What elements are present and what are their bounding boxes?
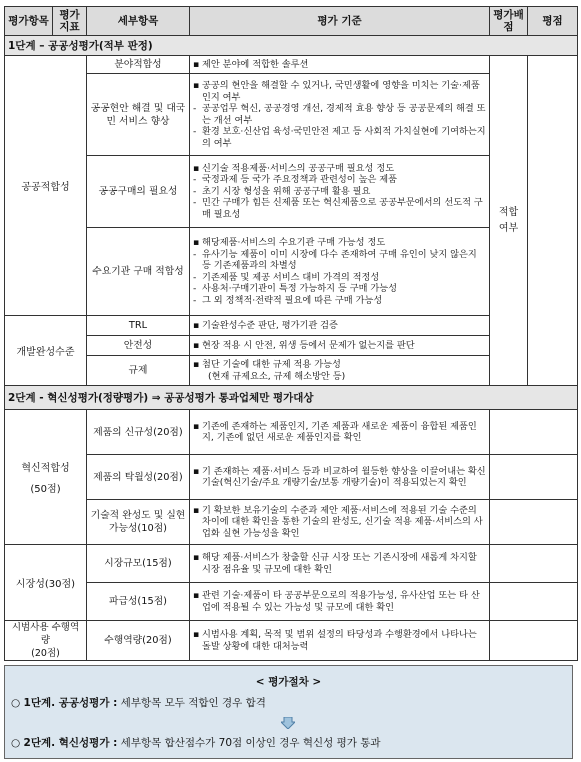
criteria-line: - 사용처·구매기관이 특정 가능하지 등 구매 가능성 — [193, 283, 398, 294]
criteria-line: - 기존제품 및 제공 서비스 대비 가격의 적정성 — [193, 271, 380, 283]
criteria-line: ▪ 관련 기술·제품이 타 공공부문으로의 적용가능성, 유사산업 또는 타 산업에 적용될 수 있는 가능성 및 규모에 대한 확인 — [193, 590, 480, 613]
item-name: 공공구매의 필요성 — [87, 156, 190, 228]
down-arrow-icon — [281, 717, 295, 729]
header-item: 세부항목 — [87, 7, 190, 36]
criteria-line: - 유사기능 제품이 이미 시장에 다수 존재하여 구매 유인이 낮지 않은지 등 기존제품과의 차별성 — [193, 248, 477, 271]
procedure-step2 — [11, 735, 381, 750]
item-name: 파급성(15점) — [87, 583, 190, 621]
criteria-line: ▪ 해당제품·서비스의 수요기관 구매 가능성 정도 — [193, 237, 386, 248]
item-name: 규제 — [87, 356, 190, 386]
pass-fail-cell — [490, 56, 528, 386]
header-area: 평가항목 — [5, 7, 53, 36]
procedure-title: < 평가절차 > — [255, 676, 322, 688]
item-name: 분야적합성 — [87, 56, 190, 74]
evaluation-procedure-box — [4, 665, 573, 759]
criteria-cell — [190, 74, 490, 156]
table-row — [5, 455, 578, 500]
criteria-line: ▪ 기 존재하는 제품·서비스 등과 비교하여 월등한 향상을 이끌어내는 확신기술(혁신기술/주요 개량기술/보통 개량기술)이 적용되었는지 확인 — [193, 465, 486, 488]
criteria-line: ▪ 시범사용 계획, 목적 및 범위 설정의 타당성과 수행환경에서 나타나는 돌발 상황에 대한 대처능력 — [193, 629, 477, 652]
area-public-fitness: 공공적합성 — [5, 56, 87, 316]
criteria-line: ▪ 공공의 현안을 해결할 수 있거나, 국민생활에 영향을 미치는 기술·제품인지 여부 — [193, 80, 480, 103]
score-cell[interactable] — [490, 455, 578, 500]
criteria-line: ▪ 기존에 존재하는 제품인지, 기존 제품과 새로운 제품이 융합된 제품인지, 기존에 없던 새로운 제품인지를 확인 — [193, 420, 477, 443]
criteria-line: ▪ 첨단 기술에 대한 규제 적용 가능성 — [193, 359, 341, 370]
stage1-row — [5, 36, 578, 56]
item-name: 공공현안 해결 및 대국민 서비스 향상 — [87, 74, 190, 156]
criteria-line: - 환경 보호·신산업 육성·국민안전 제고 등 사회적 가치실현에 기여하는지의 여부 — [193, 126, 486, 149]
stage2-title: 2단계 - 혁신성평가(정량평가) ⇒ 공공성평가 통과업체만 평가대상 — [5, 386, 578, 410]
criteria-line: ▪ 기술완성수준 판단, 평가기관 검증 — [193, 319, 338, 331]
criteria-line: ▪ 기 확보한 보유기술의 수준과 제안 제품·서비스에 적용된 기술 수준의 차이에 대한 확인을 통한 기술의 완성도, 신기술 적용 제품·서비스의 사업화 실현 가능성을 확인 — [193, 504, 483, 539]
score-cell-stage1[interactable] — [528, 56, 578, 386]
criteria-line: ▪ 해당 제품·서비스가 창출할 신규 시장 또는 기존시장에 새롭게 차지할 시장 점유율 및 규모에 대한 확인 — [193, 552, 477, 575]
criteria-cell — [190, 336, 490, 356]
step2-label: 2단계. 혁신성평가 : — [23, 737, 118, 749]
header-indicator: 평가지표 — [53, 7, 87, 36]
criteria-line: (현재 규제요소, 규제 해소방안 등) — [208, 370, 346, 382]
evaluation-table — [4, 6, 578, 661]
table-row — [5, 500, 578, 545]
table-row — [5, 545, 578, 583]
criteria-cell — [190, 583, 490, 621]
criteria-line: ▪ 제안 분야에 적합한 솔루션 — [193, 58, 309, 70]
criteria-line: - 초기 시장 형성을 위해 공공구매 활용 필요 — [193, 185, 371, 197]
area-marketability: 시장성(30점) — [5, 545, 87, 621]
item-name: 시장규모(15점) — [87, 545, 190, 583]
criteria-line: ▪ 신기술 적용제품·서비스의 공공구매 필요성 정도 — [193, 162, 395, 174]
table-row — [5, 410, 578, 455]
score-cell[interactable] — [490, 545, 578, 583]
criteria-line: - 공공업무 혁신, 공공경영 개선, 경제적 효용 향상 등 공공문제의 해결 또는 개선 여부 — [193, 103, 486, 126]
criteria-line: - 국정과제 등 국가 주요정책과 관련성이 높은 제품 — [193, 174, 398, 186]
criteria-cell — [190, 56, 490, 74]
criteria-line: ▪ 현장 적용 시 안전, 위생 등에서 문제가 없는지를 판단 — [193, 339, 415, 351]
score-cell[interactable] — [490, 583, 578, 621]
item-name: 기술적 완성도 및 실현가능성(10점) — [87, 500, 190, 545]
table-row — [5, 583, 578, 621]
item-name: 수요기관 구매 적합성 — [87, 228, 190, 316]
criteria-cell — [190, 500, 490, 545]
header-criteria: 평가 기준 — [190, 7, 490, 36]
score-cell[interactable] — [490, 621, 578, 661]
step2-marker: ○ — [11, 737, 21, 749]
step1-marker: ○ — [11, 697, 21, 709]
area-pilot-name: 시범사용 수행역량 — [11, 622, 80, 646]
criteria-line: - 민간 구매가 힘든 신제품 또는 혁신제품으로 공공부문에서의 선도적 구매 필요성 — [193, 197, 483, 220]
criteria-cell — [190, 621, 490, 661]
criteria-cell — [190, 156, 490, 228]
area-pilot-points: (20점) — [31, 648, 60, 659]
area-innovation-name: 혁신적합성 — [21, 463, 70, 474]
header-allocation: 평가배점 — [490, 7, 528, 36]
item-name: 제품의 신규성(20점) — [87, 410, 190, 455]
score-cell[interactable] — [490, 500, 578, 545]
stage2-row — [5, 386, 578, 410]
criteria-cell — [190, 545, 490, 583]
criteria-cell — [190, 228, 490, 316]
area-innovation-points: (50점) — [30, 484, 61, 495]
pass-fail-label: 적합여부 — [498, 206, 519, 234]
area-innovation — [5, 410, 87, 545]
criteria-line: - 그 외 정책적·전략적 필요에 따른 구매 가능성 — [193, 294, 383, 306]
area-development-level: 개발완성수준 — [5, 316, 87, 386]
item-name: 제품의 탁월성(20점) — [87, 455, 190, 500]
item-name: 수행역량(20점) — [87, 621, 190, 661]
table-row — [5, 621, 578, 661]
item-name: TRL — [87, 316, 190, 336]
table-header-row — [5, 7, 578, 36]
criteria-cell — [190, 356, 490, 386]
stage1-title: 1단계 – 공공성평가(적부 판정) — [5, 36, 578, 56]
table-row — [5, 56, 578, 74]
step1-text: 세부항목 모두 적합인 경우 합격 — [120, 697, 266, 709]
item-name: 안전성 — [87, 336, 190, 356]
header-score: 평점 — [528, 7, 578, 36]
criteria-cell — [190, 455, 490, 500]
step1-label: 1단계. 공공성평가 : — [23, 697, 118, 709]
area-pilot-capability — [5, 621, 87, 661]
step2-text: 세부항목 합산점수가 70점 이상인 경우 혁신성 평가 통과 — [120, 737, 381, 749]
score-cell[interactable] — [490, 410, 578, 455]
criteria-cell — [190, 410, 490, 455]
procedure-step1 — [11, 695, 266, 710]
criteria-cell — [190, 316, 490, 336]
